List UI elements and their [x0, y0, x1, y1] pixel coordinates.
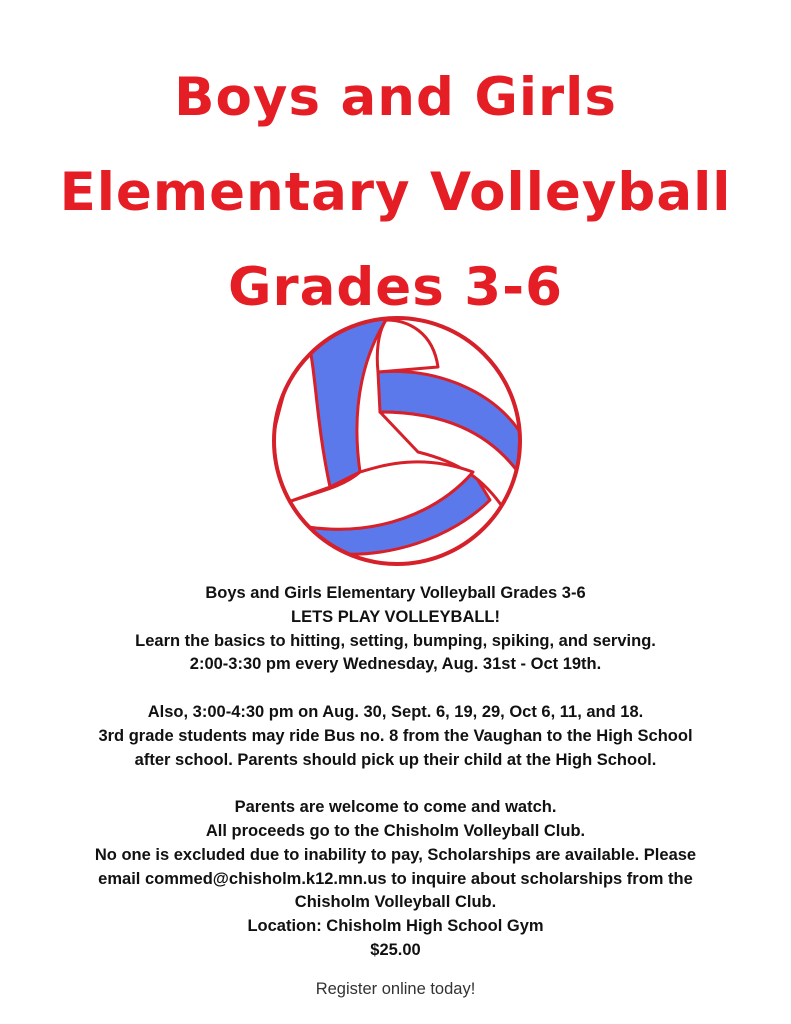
- details-line: Also, 3:00-4:30 pm on Aug. 30, Sept. 6, 19, 29, Oct 6, 11, and 18.: [147, 702, 644, 721]
- details-line: Boys and Girls Elementary Volleyball Grades 3-6: [205, 584, 586, 602]
- title-line-1: Boys and Girls: [174, 67, 617, 128]
- details-line: 3rd grade students may ride Bus no. 8 from the Vaughan to the High School: [98, 726, 693, 745]
- volleyball-icon: [268, 312, 526, 570]
- details-line: LETS PLAY VOLLEYBALL!: [290, 607, 501, 626]
- register-cta: Register online today!: [315, 980, 476, 998]
- paragraph-spacer: [20, 677, 771, 701]
- title-line-3: Grades 3-6: [227, 257, 564, 318]
- location-line: Location: Chisholm High School Gym: [247, 917, 544, 936]
- title-line-2: Elementary Volleyball: [59, 162, 732, 223]
- details-line: 2:00-3:30 pm every Wednesday, Aug. 31st - Oct 19th.: [189, 655, 602, 674]
- details-line: Learn the basics to hitting, setting, bumping, spiking, and serving.: [135, 631, 656, 650]
- details-line: Parents are welcome to come and watch.: [234, 798, 557, 817]
- paragraph-spacer: [20, 772, 771, 796]
- price-line: $25.00: [370, 940, 421, 959]
- event-details: [20, 582, 771, 963]
- details-line: All proceeds go to the Chisholm Volleyball Club.: [205, 821, 586, 840]
- details-line: No one is excluded due to inability to pay, Scholarships are available. Please: [94, 845, 697, 864]
- flyer-title: [0, 50, 791, 335]
- details-line: after school. Parents should pick up their child at the High School.: [134, 750, 657, 769]
- details-line: Chisholm Volleyball Club.: [294, 893, 497, 912]
- details-line: email commed@chisholm.k12.mn.us to inquire about scholarships from the: [98, 869, 693, 888]
